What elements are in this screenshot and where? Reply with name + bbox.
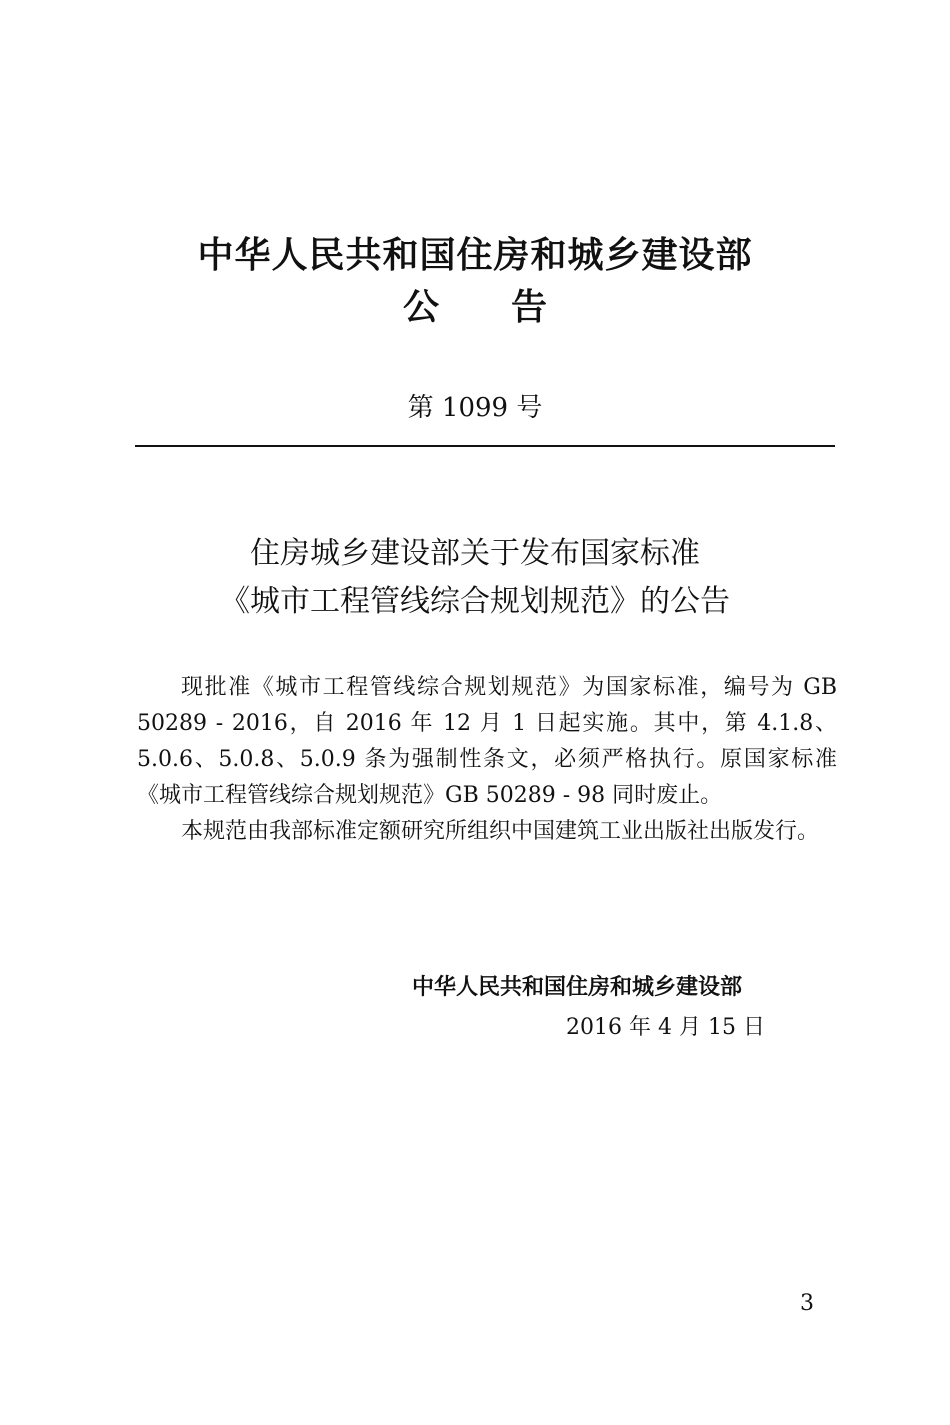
document-title-line-1: 住房城乡建设部关于发布国家标准 bbox=[250, 536, 700, 571]
body-text bbox=[137, 670, 837, 850]
ministry-header: 中华人民共和国住房和城乡建设部 bbox=[197, 235, 753, 276]
horizontal-divider bbox=[135, 445, 835, 447]
signature-organization: 中华人民共和国住房和城乡建设部 bbox=[412, 975, 743, 1000]
document-title-line-2: 《城市工程管线综合规划规范》的公告 bbox=[220, 584, 730, 619]
signature-date: 2016 年 4 月 15 日 bbox=[566, 1015, 765, 1040]
body-paragraph-2: 本规范由我部标准定额研究所组织中国建筑工业出版社出版发行。 bbox=[181, 819, 820, 844]
document-title bbox=[0, 530, 950, 626]
page-number: 3 bbox=[800, 1291, 814, 1316]
announcement-heading bbox=[0, 286, 950, 330]
body-paragraph-1: 现批准《城市工程管线综合规划规范》为国家标准，编号为 GB 50289 - 2016，自 2016 年 12 月 1 日起实施。其中，第 4.1.8、5.0.6、5.0.8、5.0.9 条为强制性条文，必须严格执行。原国家标准《城市工程管线综合规划规范》GB 50289 - 98 同时废止。 bbox=[137, 675, 837, 808]
announcement-char-1: 公 bbox=[402, 287, 439, 328]
announcement-char-2: 告 bbox=[511, 287, 548, 328]
document-number: 第 1099 号 bbox=[407, 393, 543, 423]
